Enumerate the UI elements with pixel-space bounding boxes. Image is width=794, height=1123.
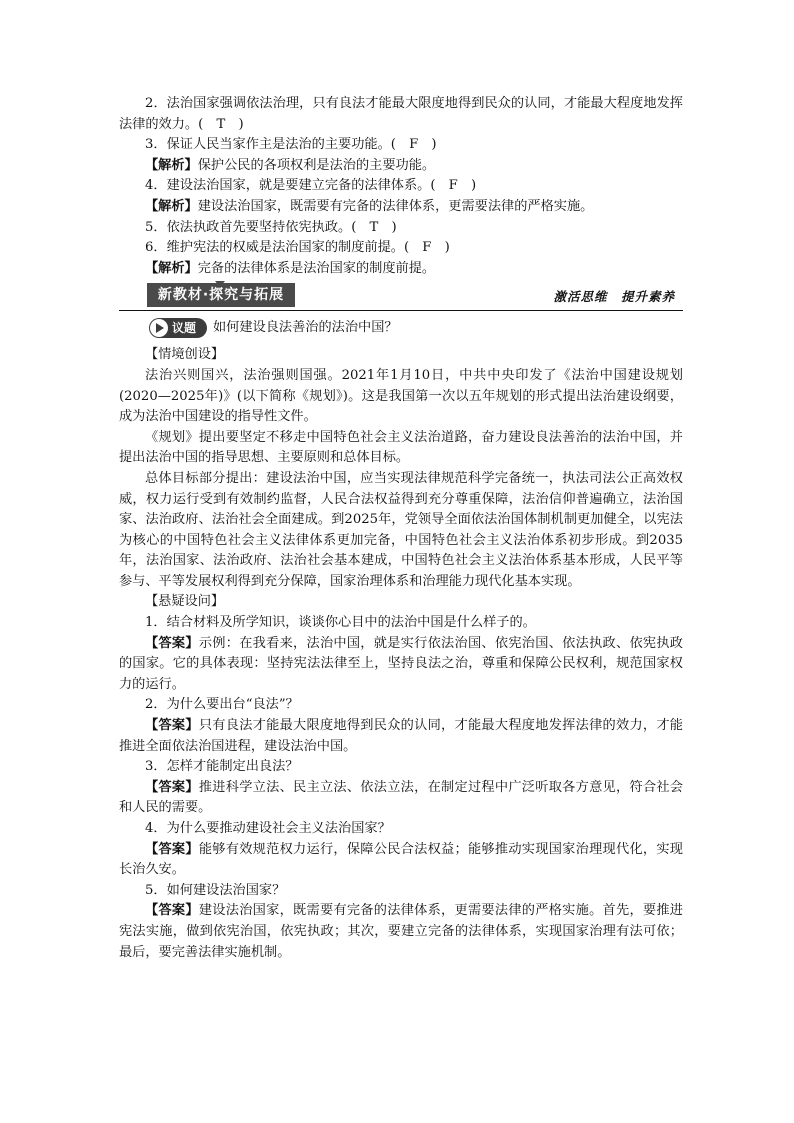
section-banner bbox=[119, 283, 683, 311]
context-paragraph: 总体目标部分提出：建设法治中国，应当实现法律规范科学完备统一，执法司法公正高效权威，权力运行受到有效制约监督，人民合法权益得到充分尊重保障，法治信仰普遍确立，法治国家、法治政府、法治社会全面建成。到2025年，党领导全面依法治国体制机制更加健全，以宪法为核心的中国特色社会主义法律体系更加完备，中国特色社会主义法治体系初步形成。到2035年，法治国家、法治政府、法治社会基本建成，中国特色社会主义法治体系基本形成，人民平等参与、平等发展权利得到充分保障，国家治理体系和治理能力现代化基本实现。 bbox=[119, 470, 683, 589]
answer-tag: 【答案】 bbox=[145, 635, 199, 651]
section-banner-slogan: 激活思维 提升素养 bbox=[553, 289, 675, 305]
analysis-line: 【解析】保护公民的各项权利是法治的主要功能。 bbox=[145, 157, 436, 173]
banner-notch-icon bbox=[215, 281, 225, 287]
topic-row bbox=[119, 317, 683, 341]
answer-tag: 【答案】 bbox=[145, 841, 199, 857]
question-text: 1．结合材料及所学知识，谈谈你心目中的法治中国是什么样子的。 bbox=[145, 615, 536, 631]
answer-text: 【答案】能够有效规范权力运行，保障公民合法权益；能够推动实现国家治理现代化，实现长治久安。 bbox=[119, 841, 683, 878]
document-page bbox=[119, 94, 683, 963]
analysis-tag: 【解析】 bbox=[145, 198, 198, 214]
judgement-item: 4．建设法治国家，就是要建立完备的法律体系。( F ) bbox=[145, 178, 477, 194]
context-paragraph: 《规划》提出要坚定不移走中国特色社会主义法治道路，奋力建设良法善治的法治中国，并提出法治中国的指导思想、主要原则和总体目标。 bbox=[119, 429, 683, 466]
answer-text: 【答案】只有良法才能最大限度地得到民众的认同，才能最大程度地发挥法律的效力，才能推进全面依法治国进程，建设法治中国。 bbox=[119, 718, 683, 754]
question-text: 5．如何建设法治国家？ bbox=[145, 882, 286, 898]
analysis-tag: 【解析】 bbox=[145, 260, 198, 276]
judgement-item: 2．法治国家强调依法治理，只有良法才能最大限度地得到民众的认同，才能最大程度地发挥法律的效力。( T ) bbox=[119, 96, 683, 132]
analysis-line: 【解析】建设法治国家，既需要有完备的法律体系，更需要法律的严格实施。 bbox=[145, 198, 594, 214]
judgement-item: 6．维护宪法的权威是法治国家的制度前提。( F ) bbox=[145, 240, 450, 256]
play-icon bbox=[150, 319, 168, 337]
topic-question: 如何建设良法善治的法治中国？ bbox=[213, 320, 398, 336]
judgement-item: 5．依法执政首先要坚持依宪执政。( T ) bbox=[145, 219, 397, 235]
section-banner-title: 新教材·探究与拓展 bbox=[147, 283, 295, 307]
judgement-item: 3．保证人民当家作主是法治的主要功能。( F ) bbox=[145, 137, 437, 153]
question-text: 4．为什么要推动建设社会主义法治国家？ bbox=[145, 821, 391, 836]
question-text: 2．为什么要出台“良法”？ bbox=[145, 697, 299, 713]
topic-badge-label: 议题 bbox=[172, 321, 197, 336]
topic-badge bbox=[149, 318, 207, 338]
context-heading: 【情境创设】 bbox=[145, 347, 225, 363]
answer-tag: 【答案】 bbox=[145, 779, 199, 795]
analysis-tag: 【解析】 bbox=[145, 157, 198, 173]
context-paragraph: 法治兴则国兴，法治强则国强。2021年1月10日，中共中央印发了《法治中国建设规划(2020—2025年)》(以下简称《规划》)。这是我国第一次以五年规划的形式提出法治建设纲要，成为法治中国建设的指导性文件。 bbox=[119, 367, 683, 425]
answer-text: 【答案】推进科学立法、民主立法、依法立法，在制定过程中广泛听取各方意见，符合社会和人民的需要。 bbox=[119, 779, 683, 816]
answer-text: 【答案】建设法治国家，既需要有完备的法律体系，更需要法律的严格实施。首先，要推进宪法实施，做到依宪治国，依宪执政；其次，要建立完备的法律体系，实现国家治理有法可依；最后，要完善法律实施机制。 bbox=[119, 903, 683, 960]
questions-heading: 【悬疑设问】 bbox=[145, 594, 225, 610]
answer-text: 【答案】示例：在我看来，法治中国，就是实行依法治国、依宪治国、依法执政、依宪执政的国家。它的具体表现：坚持宪法法律至上，坚持良法之治，尊重和保障公民权利，规范国家权力的运行。 bbox=[119, 635, 683, 692]
answer-tag: 【答案】 bbox=[145, 718, 199, 734]
question-text: 3．怎样才能制定出良法？ bbox=[145, 759, 299, 775]
analysis-line: 【解析】完备的法律体系是法治国家的制度前提。 bbox=[145, 260, 436, 276]
answer-tag: 【答案】 bbox=[145, 903, 199, 919]
